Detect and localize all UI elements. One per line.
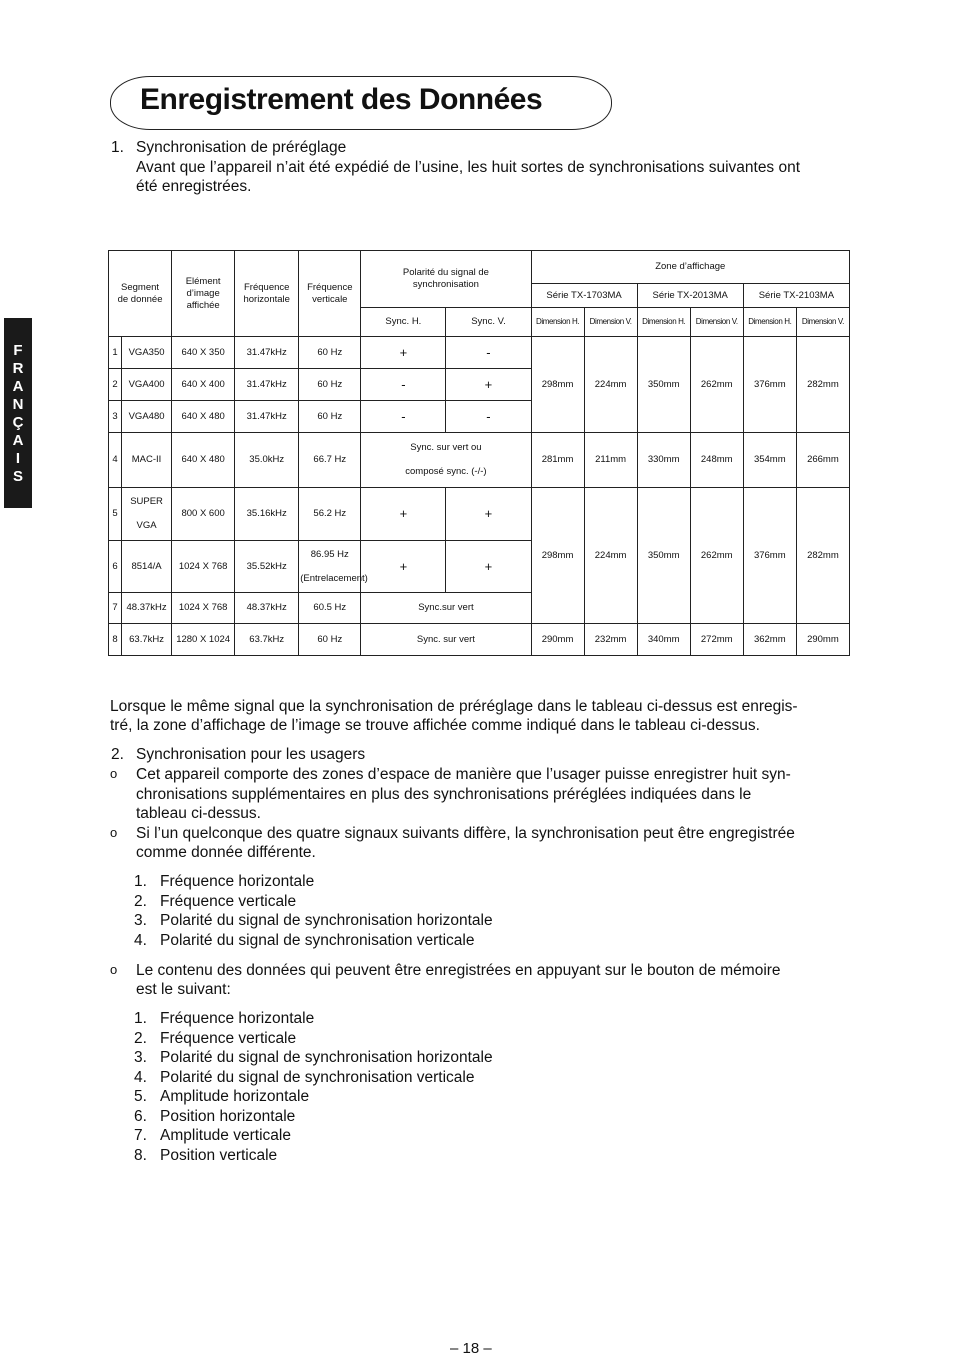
header-polarity: Polarité du signal de synchronisation: [361, 251, 531, 308]
row-number: 4: [109, 433, 122, 488]
cell-dim: 298mm: [531, 337, 584, 433]
header-sync-v: Sync. V.: [446, 308, 531, 337]
cell-freq-v: 60 Hz: [299, 369, 361, 401]
sync-table: [108, 250, 850, 656]
tab-letter: Ç: [12, 413, 24, 431]
body-text: Le contenu des données qui peuvent être enregistrées en appuyant sur le bouton de mémoire: [136, 962, 781, 979]
language-tab: [4, 318, 32, 508]
cell-freq-h: 35.16kHz: [235, 488, 299, 541]
header-zone: Zone d’affichage: [531, 251, 849, 284]
cell-dim: 272mm: [690, 624, 743, 656]
cell-sync-v: -: [446, 337, 531, 369]
header-element: Elément d’image affichée: [172, 251, 235, 337]
list-item: 8. Position verticale: [134, 1146, 278, 1164]
cell-dim: 330mm: [637, 433, 690, 488]
table-row: [109, 488, 850, 541]
body-text: tré, la zone d’affichage de l’image se trouve affichée comme indiqué dans le tableau ci-dessus.: [110, 717, 760, 734]
cell-sync-h: +: [361, 488, 446, 541]
section-number: 2.: [111, 746, 124, 763]
cell-freq-h: 31.47kHz: [235, 337, 299, 369]
signal-list: [134, 872, 493, 950]
list-item: 2. Fréquence verticale: [134, 892, 297, 910]
cell-dim: 232mm: [584, 624, 637, 656]
list-item: 5. Amplitude horizontale: [134, 1088, 310, 1105]
cell-segment: VGA480: [122, 401, 172, 433]
cell-dim: 298mm: [531, 488, 584, 624]
cell-segment: VGA400: [122, 369, 172, 401]
body-text: Avant que l’appareil n’ait été expédié de l’usine, les huit sortes de synchronisations suivantes ont: [136, 159, 801, 176]
cell-segment: SUPER VGA: [122, 488, 172, 541]
cell-segment: 8514/A: [122, 541, 172, 593]
cell-sync-h: +: [361, 337, 446, 369]
cell-dim: 262mm: [690, 488, 743, 624]
body-text: Si l’un quelconque des quatre signaux suivants diffère, la synchronisation peut être engregistrée: [136, 825, 795, 842]
body-text: chronisations supplémentaires en plus des synchronisations préréglées indiquées dans le: [136, 786, 752, 803]
cell-sync-combined: Sync. sur vert: [361, 624, 531, 656]
header-dim-h: Dimension H.: [743, 308, 796, 337]
page-title: Enregistrement des Données: [140, 83, 543, 116]
cell-sync-h: -: [361, 401, 446, 433]
row-number: 5: [109, 488, 122, 541]
cell-dim: 281mm: [531, 433, 584, 488]
list-item: 6. Position horizontale: [134, 1107, 296, 1125]
page-number: – 18 –: [450, 1340, 492, 1357]
cell-resolution: 1024 X 768: [172, 593, 235, 624]
bullet-icon: o: [110, 825, 118, 840]
cell-dim: 354mm: [743, 433, 796, 488]
cell-freq-h: 35.52kHz: [235, 541, 299, 593]
cell-segment: VGA350: [122, 337, 172, 369]
cell-dim: 376mm: [743, 337, 796, 433]
cell-sync-v: +: [446, 488, 531, 541]
row-number: 3: [109, 401, 122, 433]
list-item: 3. Polarité du signal de synchronisation horizontale: [134, 1049, 493, 1066]
cell-dim: 350mm: [637, 337, 690, 433]
body-text: comme donnée différente.: [136, 844, 316, 861]
cell-sync-h: -: [361, 369, 446, 401]
cell-freq-v: 56.2 Hz: [299, 488, 361, 541]
cell-freq-h: 31.47kHz: [235, 369, 299, 401]
cell-sync-combined: Sync.sur vert: [361, 593, 531, 624]
cell-dim: 266mm: [796, 433, 849, 488]
cell-freq-v: 86.95 Hz (Entrelacement): [299, 541, 361, 593]
cell-resolution: 1280 X 1024: [172, 624, 235, 656]
header-dim-h: Dimension H.: [637, 308, 690, 337]
cell-sync-v: -: [446, 401, 531, 433]
tab-letter: N: [12, 395, 24, 413]
header-segment: Segment de donnée: [109, 251, 172, 337]
header-dim-h: Dimension H.: [531, 308, 584, 337]
list-item: 2. Fréquence verticale: [134, 1029, 297, 1047]
cell-dim: 224mm: [584, 488, 637, 624]
header-series: Série TX-2013MA: [637, 284, 743, 308]
cell-dim: 282mm: [796, 337, 849, 433]
header-dim-v: Dimension V.: [796, 308, 849, 337]
tab-letter: A: [12, 431, 24, 449]
tab-letter: S: [12, 467, 23, 485]
section-heading: Synchronisation pour les usagers: [136, 746, 366, 763]
cell-freq-h: 31.47kHz: [235, 401, 299, 433]
cell-sync-v: +: [446, 541, 531, 593]
table-row: [109, 624, 850, 656]
cell-dim: 248mm: [690, 433, 743, 488]
cell-dim: 350mm: [637, 488, 690, 624]
cell-freq-h: 35.0kHz: [235, 433, 299, 488]
row-number: 1: [109, 337, 122, 369]
cell-dim: 224mm: [584, 337, 637, 433]
memory-list: [134, 1009, 493, 1165]
cell-sync-combined: Sync. sur vert ou composé sync. (-/-): [361, 433, 531, 488]
cell-resolution: 800 X 600: [172, 488, 235, 541]
cell-sync-v: +: [446, 369, 531, 401]
cell-freq-v: 60.5 Hz: [299, 593, 361, 624]
row-number: 7: [109, 593, 122, 624]
body-text: Lorsque le même signal que la synchronisation de préréglage dans le tableau ci-dessus est enregis-: [110, 698, 798, 715]
cell-segment: 48.37kHz: [122, 593, 172, 624]
cell-resolution: 640 X 350: [172, 337, 235, 369]
tab-letter: F: [13, 341, 23, 359]
bullet-icon: o: [110, 962, 118, 977]
cell-freq-v: 60 Hz: [299, 401, 361, 433]
cell-resolution: 1024 X 768: [172, 541, 235, 593]
table-row: [109, 337, 850, 369]
list-item: 1. Fréquence horizontale: [134, 1010, 315, 1027]
cell-dim: 211mm: [584, 433, 637, 488]
list-item: 3. Polarité du signal de synchronisation horizontale: [134, 912, 493, 929]
header-dim-v: Dimension V.: [584, 308, 637, 337]
list-item: 7. Amplitude verticale: [134, 1127, 291, 1144]
cell-freq-h: 63.7kHz: [235, 624, 299, 656]
body-text: été enregistrées.: [136, 178, 252, 195]
header-series: Série TX-1703MA: [531, 284, 637, 308]
cell-freq-v: 60 Hz: [299, 337, 361, 369]
cell-dim: 290mm: [796, 624, 849, 656]
tab-letter: R: [12, 359, 24, 377]
body-text: tableau ci-dessus.: [136, 805, 261, 822]
bullet-icon: o: [110, 766, 118, 781]
list-item: 1. Fréquence horizontale: [134, 873, 315, 890]
cell-dim: 340mm: [637, 624, 690, 656]
table-row: [109, 433, 850, 488]
cell-dim: 362mm: [743, 624, 796, 656]
cell-freq-v: 66.7 Hz: [299, 433, 361, 488]
section-heading: Synchronisation de préréglage: [136, 139, 347, 156]
list-item: 4. Polarité du signal de synchronisation verticale: [134, 1068, 475, 1086]
cell-resolution: 640 X 480: [172, 401, 235, 433]
header-freq-h: Fréquence horizontale: [235, 251, 299, 337]
list-item: 4. Polarité du signal de synchronisation verticale: [134, 931, 475, 949]
tab-letter: A: [12, 377, 24, 395]
body-text: est le suivant:: [136, 981, 231, 998]
row-number: 2: [109, 369, 122, 401]
cell-resolution: 640 X 400: [172, 369, 235, 401]
header-sync-h: Sync. H.: [361, 308, 446, 337]
cell-segment: 63.7kHz: [122, 624, 172, 656]
cell-dim: 282mm: [796, 488, 849, 624]
tab-letter: I: [15, 449, 21, 467]
header-freq-v: Fréquence verticale: [299, 251, 361, 337]
cell-sync-h: +: [361, 541, 446, 593]
header-series: Série TX-2103MA: [743, 284, 849, 308]
body-text: Cet appareil comporte des zones d’espace de manière que l’usager puisse enregistrer huit syn-: [136, 766, 791, 783]
row-number: 6: [109, 541, 122, 593]
cell-freq-h: 48.37kHz: [235, 593, 299, 624]
cell-segment: MAC-II: [122, 433, 172, 488]
cell-freq-v: 60 Hz: [299, 624, 361, 656]
cell-dim: 262mm: [690, 337, 743, 433]
header-dim-v: Dimension V.: [690, 308, 743, 337]
row-number: 8: [109, 624, 122, 656]
cell-dim: 290mm: [531, 624, 584, 656]
section-number: 1.: [111, 139, 124, 156]
cell-resolution: 640 X 480: [172, 433, 235, 488]
cell-dim: 376mm: [743, 488, 796, 624]
